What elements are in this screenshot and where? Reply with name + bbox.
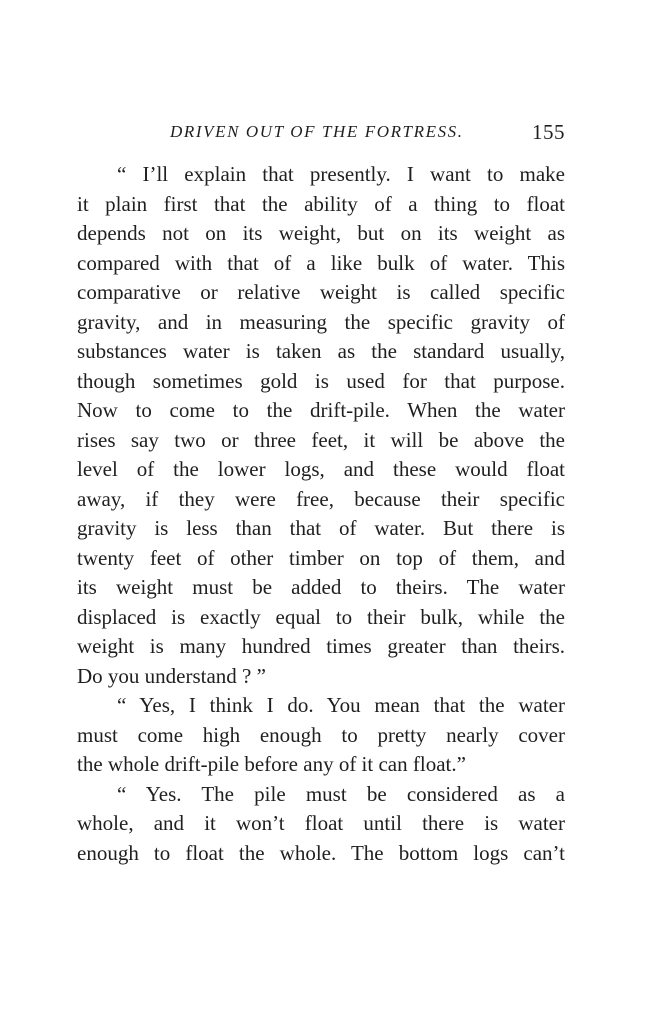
text-line: gravity is less than that of water. But there is: [77, 516, 565, 540]
text-line: twenty feet of other timber on top of them, and: [77, 545, 565, 570]
text-line: comparative or relative weight is called specific: [77, 280, 565, 304]
text-line: level of the lower logs, and these would float: [77, 457, 565, 481]
text-line: Do you understand ? ”: [77, 663, 266, 688]
text-line: compared with that of a like bulk of water. This: [77, 250, 565, 275]
text-line: gravity, and in measuring the specific gravity of: [77, 309, 565, 334]
text-line: weight is many hundred times greater than theirs.: [77, 634, 565, 658]
text-line: its weight must be added to theirs. The water: [77, 575, 565, 599]
text-line: it plain first that the ability of a thing to float: [77, 191, 565, 216]
text-line: must come high enough to pretty nearly cover: [77, 722, 565, 747]
text-line: enough to float the whole. The bottom logs can’t: [77, 840, 565, 865]
text-line: “ I’ll explain that presently. I want to make: [117, 162, 565, 186]
page-header: [170, 122, 565, 152]
page-number: 155: [532, 120, 565, 144]
text-line: “ Yes, I think I do. You mean that the water: [117, 693, 565, 717]
text-line: substances water is taken as the standard usually,: [77, 339, 565, 363]
text-line: Now to come to the drift-pile. When the water: [77, 398, 565, 422]
running-title: DRIVEN OUT OF THE FORTRESS.: [170, 122, 464, 141]
text-line: the whole drift-pile before any of it can float.”: [77, 752, 466, 776]
text-line: depends not on its weight, but on its weight as: [77, 221, 565, 245]
text-line: though sometimes gold is used for that purpose.: [77, 368, 565, 393]
text-line: displaced is exactly equal to their bulk, while the: [77, 604, 565, 629]
text-line: rises say two or three feet, it will be above the: [77, 427, 565, 452]
body-text: [77, 160, 565, 868]
text-line: whole, and it won’t float until there is water: [77, 811, 565, 835]
text-line: “ Yes. The pile must be considered as a: [117, 781, 565, 806]
text-line: away, if they were free, because their specific: [77, 486, 565, 511]
